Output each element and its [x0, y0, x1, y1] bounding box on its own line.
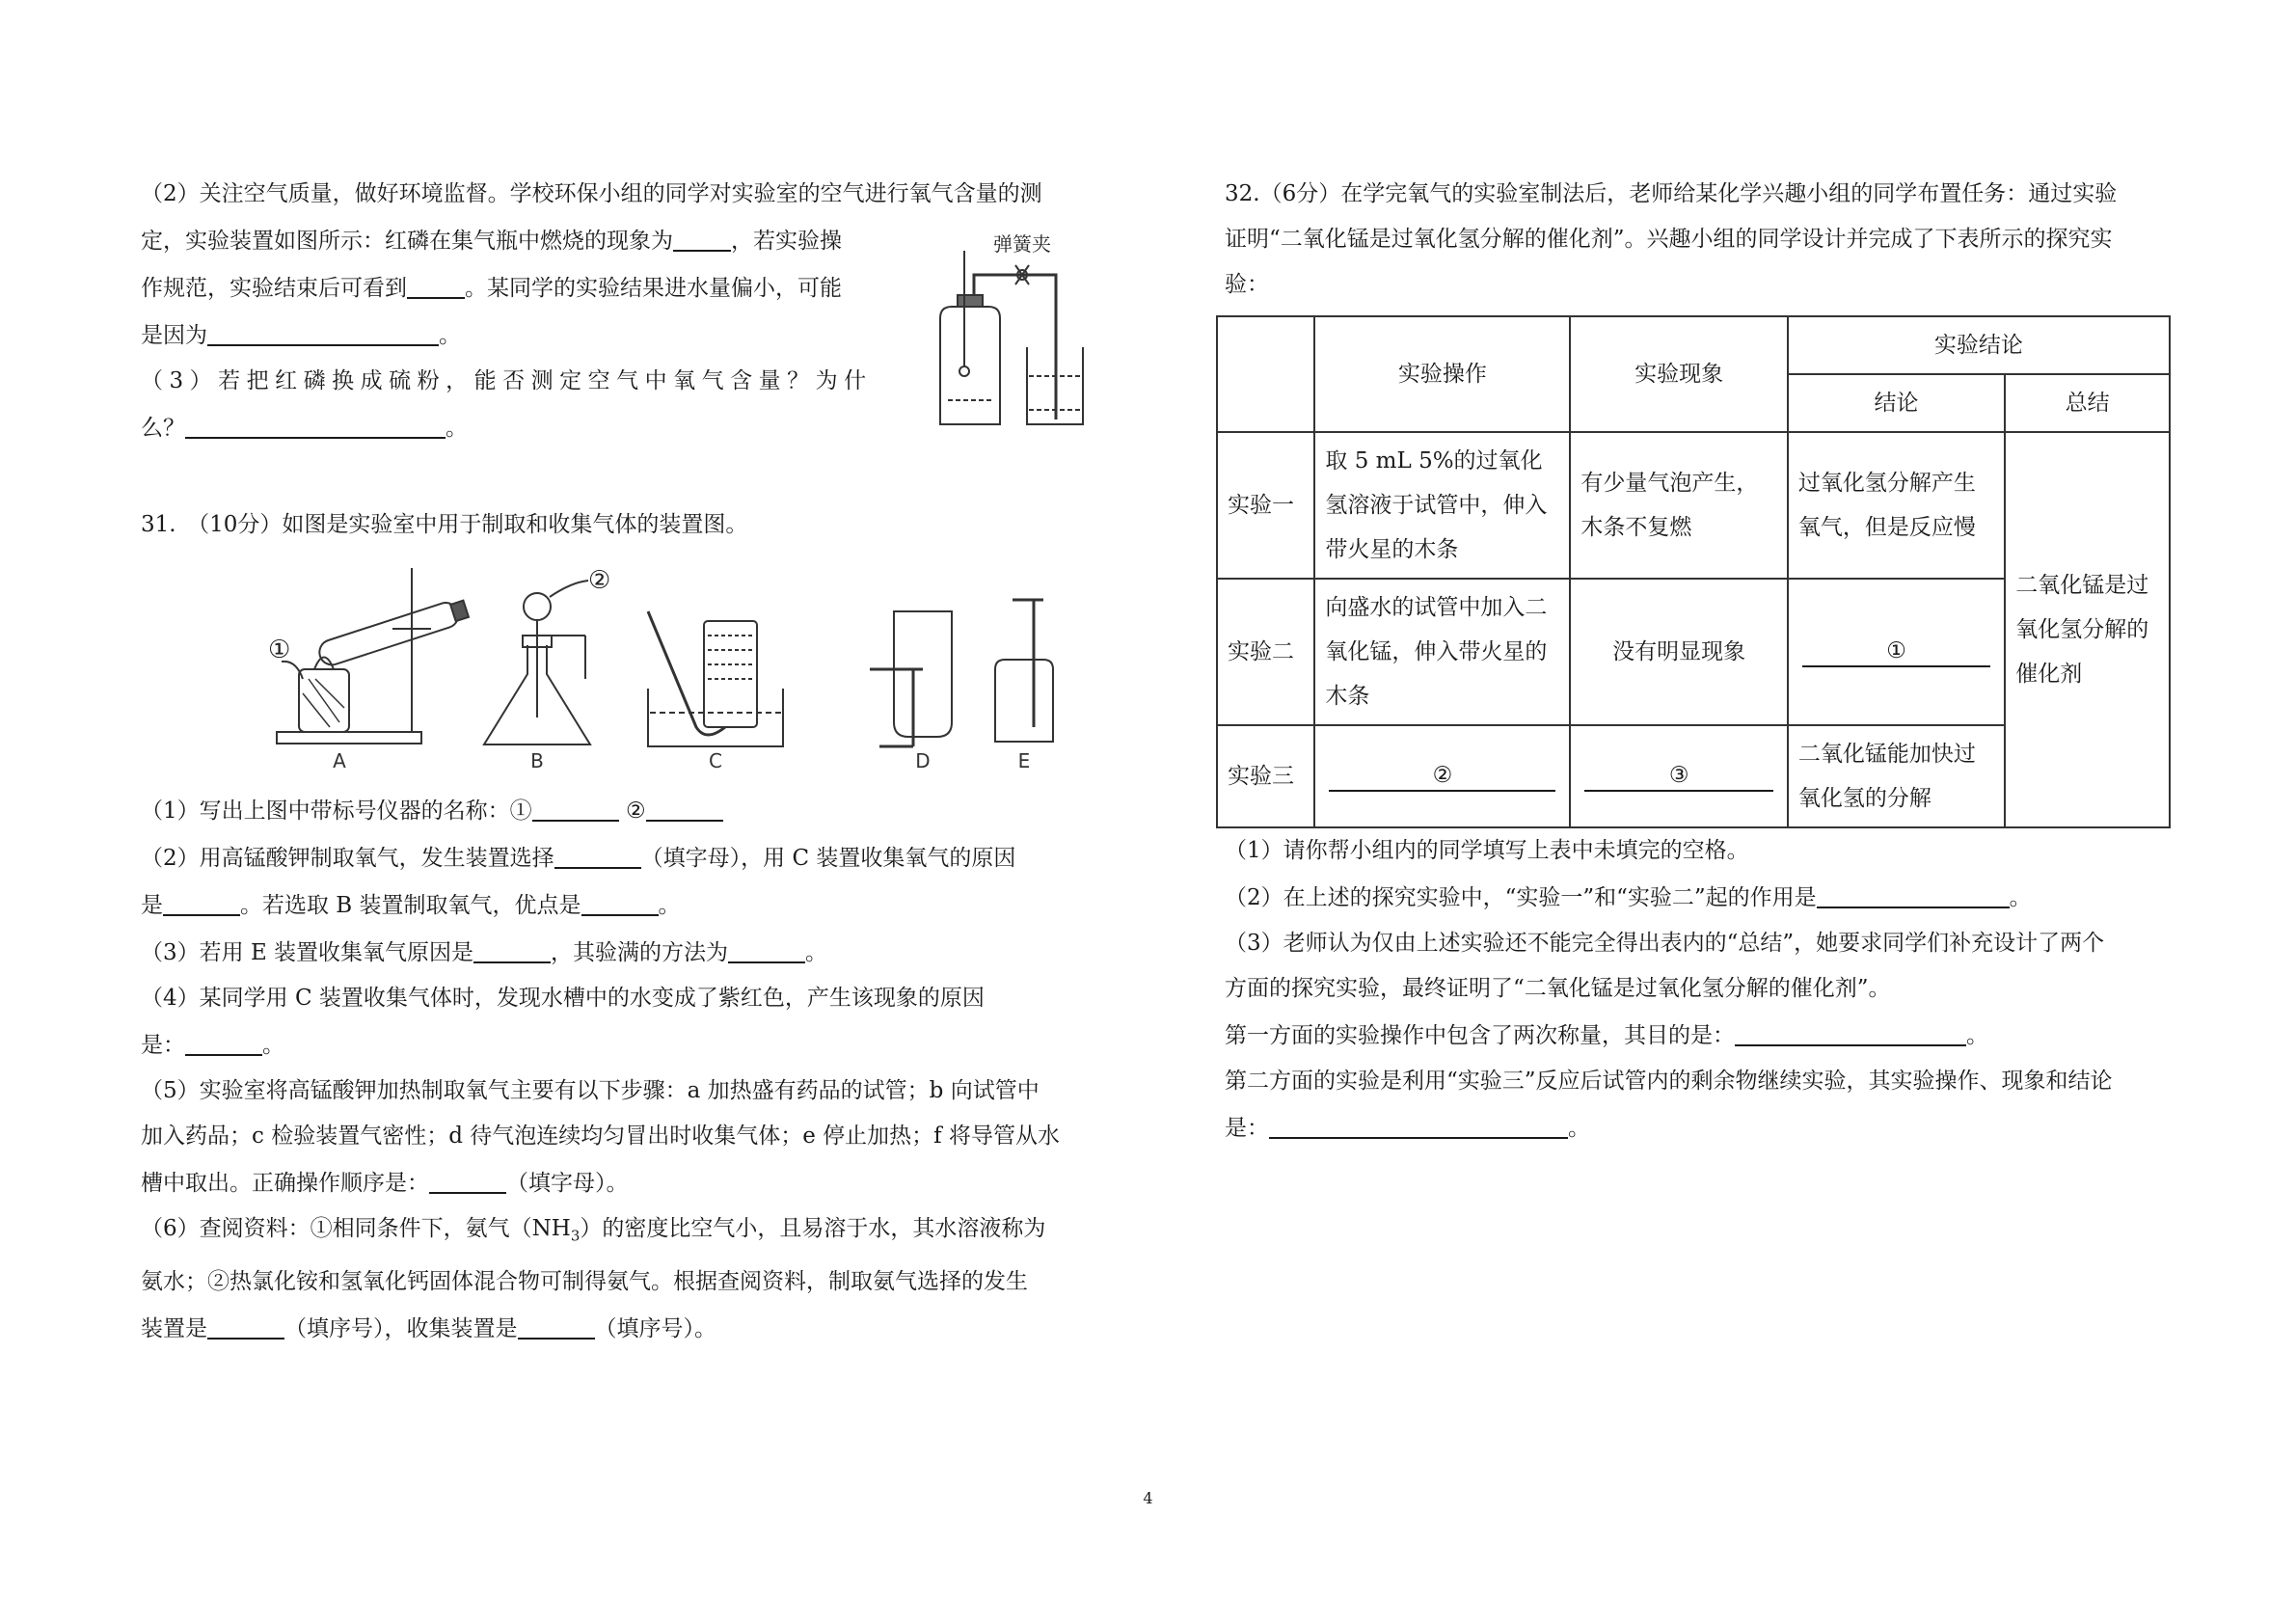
q31-2-line2: 是 。若选取 B 装置制取氧气，优点是 。 — [141, 881, 1076, 929]
q32-first-aspect: 第一方面的实验操作中包含了两次称量，其目的是： 。 — [1225, 1012, 2170, 1059]
header-operation: 实验操作 — [1314, 316, 1570, 432]
q31-6-line2: 氨水；②热氯化铵和氢氧化钙固体混合物可制得氨气。根据查阅资料，制取氨气选择的发生 — [141, 1268, 1028, 1294]
q31-4-line2: 是： 。 — [141, 1021, 1076, 1069]
apparatus-figure — [195, 554, 1031, 772]
q31-4-line1: （4）某同学用 C 装置收集气体时，发现水槽中的水变成了紫红色，产生该现象的原因 — [141, 986, 985, 1011]
answer-blank[interactable] — [1817, 878, 2010, 908]
apparatus-label-a: A — [333, 749, 346, 772]
phenomenon-cell: 有少量气泡产生，木条不复燃 — [1570, 432, 1787, 579]
page-number: 4 — [1143, 1489, 1153, 1507]
gas-jar-e — [995, 660, 1053, 742]
answer-blank[interactable] — [207, 315, 439, 346]
answer-blank[interactable] — [185, 1025, 262, 1056]
q31-title: 31. （10分）如图是实验室中用于制取和收集气体的装置图。 — [141, 512, 748, 537]
q32-3-line1: （3）老师认为仅由上述实验还不能完全得出表内的“总结”，她要求同学们补充设计了两个 — [1225, 931, 2105, 956]
answer-blank[interactable] — [163, 885, 240, 916]
q31-6-line3: 装置是 （填序号），收集装置是 （填序号）。 — [141, 1305, 1076, 1352]
row-label: 实验二 — [1217, 579, 1314, 725]
row-label: 实验三 — [1217, 725, 1314, 827]
separatory-funnel — [524, 593, 551, 620]
header-result: 结论 — [1788, 374, 2005, 432]
marker1-label: ① — [268, 636, 291, 664]
answer-blank[interactable] — [207, 1309, 284, 1340]
water-trough — [648, 689, 783, 746]
result-cell: 二氧化锰能加快过氧化氢的分解 — [1788, 725, 2005, 827]
header-summary: 总结 — [2005, 374, 2170, 432]
q30-2-line1: （2）关注空气质量，做好环境监督。学校环保小组的同学对实验室的空气进行氧气含量的测 — [141, 181, 1042, 206]
operation-cell: 向盛水的试管中加入二氧化锰，伸入带火星的木条 — [1314, 579, 1570, 725]
summary-cell: 二氧化锰是过氧化氢分解的催化剂 — [2005, 432, 2170, 827]
q32-line2: 证明“二氧化锰是过氧化氢分解的催化剂”。兴趣小组的同学设计并完成了下表所示的探究实 — [1225, 227, 2113, 252]
q30-2-line4: 是因为 。 — [141, 311, 893, 359]
marker2-leader — [550, 581, 588, 597]
gas-jar-d — [894, 611, 952, 737]
header-conclusion: 实验结论 — [1788, 316, 2170, 374]
gas-jar-c — [704, 621, 757, 727]
q32-second-aspect-line2: 是： 。 — [1225, 1104, 2170, 1151]
answer-blank[interactable] — [429, 1163, 506, 1194]
q30-2-line2: 定，实验装置如图所示：红磷在集气瓶中燃烧的现象为 ，若实验操 — [141, 217, 893, 264]
answer-blank[interactable] — [554, 838, 641, 869]
answer-blank[interactable] — [673, 221, 731, 252]
iron-stand-base — [277, 732, 421, 744]
header-phenomenon: 实验现象 — [1570, 316, 1787, 432]
answer-blank[interactable] — [646, 791, 723, 822]
q31-5-line3: 槽中取出。正确操作顺序是： （填字母）。 — [141, 1159, 1076, 1206]
apparatus-label-c: C — [709, 749, 722, 772]
answer-blank[interactable] — [1735, 1015, 1966, 1046]
answer-blank[interactable] — [728, 933, 805, 963]
answer-blank[interactable] — [518, 1309, 595, 1340]
q30-3-line2: 么？ 。 — [141, 404, 893, 451]
q31-1: （1）写出上图中带标号仪器的名称：① ② — [141, 787, 1076, 834]
lamp-flame — [314, 658, 334, 670]
answer-blank[interactable] — [407, 268, 465, 299]
q31-2-line1: （2）用高锰酸钾制取氧气，发生装置选择 （填字母），用 C 装置收集氧气的原因 — [141, 834, 1076, 881]
result-cell: 过氧化氢分解产生氧气，但是反应慢 — [1788, 432, 2005, 579]
test-tube-a — [316, 600, 462, 668]
q31-6-line1: （6）查阅资料：①相同条件下，氨气$(NH_3)$的密度比空气小，且易溶于水，其水溶液称为 — [141, 1216, 1046, 1245]
q32-second-aspect-line1: 第二方面的实验是利用“实验三”反应后试管内的剩余物继续实验，其实验操作、现象和结论 — [1225, 1069, 2113, 1094]
row-label: 实验一 — [1217, 432, 1314, 579]
q30-3-line1: （3）若把红磷换成硫粉，能否测定空气中氧气含量？为什 — [141, 368, 873, 393]
answer-blank[interactable] — [1269, 1108, 1568, 1139]
operation-cell: 取 5 mL 5%的过氧化氢溶液于试管中，伸入带火星的木条 — [1314, 432, 1570, 579]
phenomenon-cell — [1570, 725, 1787, 827]
q31-3: （3）若用 E 装置收集氧气原因是 ，其验满的方法为 。 — [141, 929, 1076, 976]
answer-blank[interactable] — [185, 408, 446, 439]
answer-blank[interactable] — [581, 885, 659, 916]
answer-blank[interactable] — [473, 933, 551, 963]
answer-blank[interactable] — [532, 791, 619, 822]
experiment-table — [1216, 315, 2171, 828]
q31-5-line2: 加入药品；c 检验装置气密性；d 待气泡连续均匀冒出时收集气体；e 停止加热；f 将导管从水 — [141, 1123, 1060, 1149]
apparatus-label-d: D — [915, 749, 931, 772]
q32-2: （2）在上述的探究实验中，“实验一”和“实验二”起的作用是 。 — [1225, 874, 2170, 921]
q30-2-line3: 作规范，实验结束后可看到 。某同学的实验结果进水量偏小，可能 — [141, 264, 893, 311]
answer-blank[interactable]: ① — [1802, 636, 1990, 667]
apparatus-label-e: E — [1017, 749, 1031, 772]
operation-cell — [1314, 725, 1570, 827]
right-column — [1225, 172, 2170, 1151]
oxygen-measurement-figure — [921, 231, 1090, 434]
marker2-label: ② — [588, 566, 611, 595]
result-cell — [1788, 579, 2005, 725]
phenomenon-cell: 没有明显现象 — [1570, 579, 1787, 725]
spring-clamp-label: 弹簧夹 — [993, 232, 1051, 256]
q32-1: （1）请你帮小组内的同学填写上表中未填完的空格。 — [1225, 838, 1749, 863]
q32-3-line2: 方面的探究实验，最终证明了“二氧化锰是过氧化氢分解的催化剂”。 — [1225, 976, 1891, 1001]
q31-5-line1: （5）实验室将高锰酸钾加热制取氧气主要有以下步骤：a 加热盛有药品的试管；b 向试管中 — [141, 1078, 1040, 1103]
gas-collecting-bottle — [940, 307, 1000, 424]
table-row — [1217, 432, 2170, 579]
q32-line3: 验： — [1225, 272, 1269, 297]
q32-line1: 32.（6分）在学完氧气的实验室制法后，老师给某化学兴趣小组的同学布置任务：通过实验 — [1225, 181, 2118, 206]
apparatus-label-b: B — [530, 749, 544, 772]
answer-blank[interactable]: ② — [1329, 761, 1555, 792]
answer-blank[interactable]: ③ — [1584, 761, 1772, 792]
